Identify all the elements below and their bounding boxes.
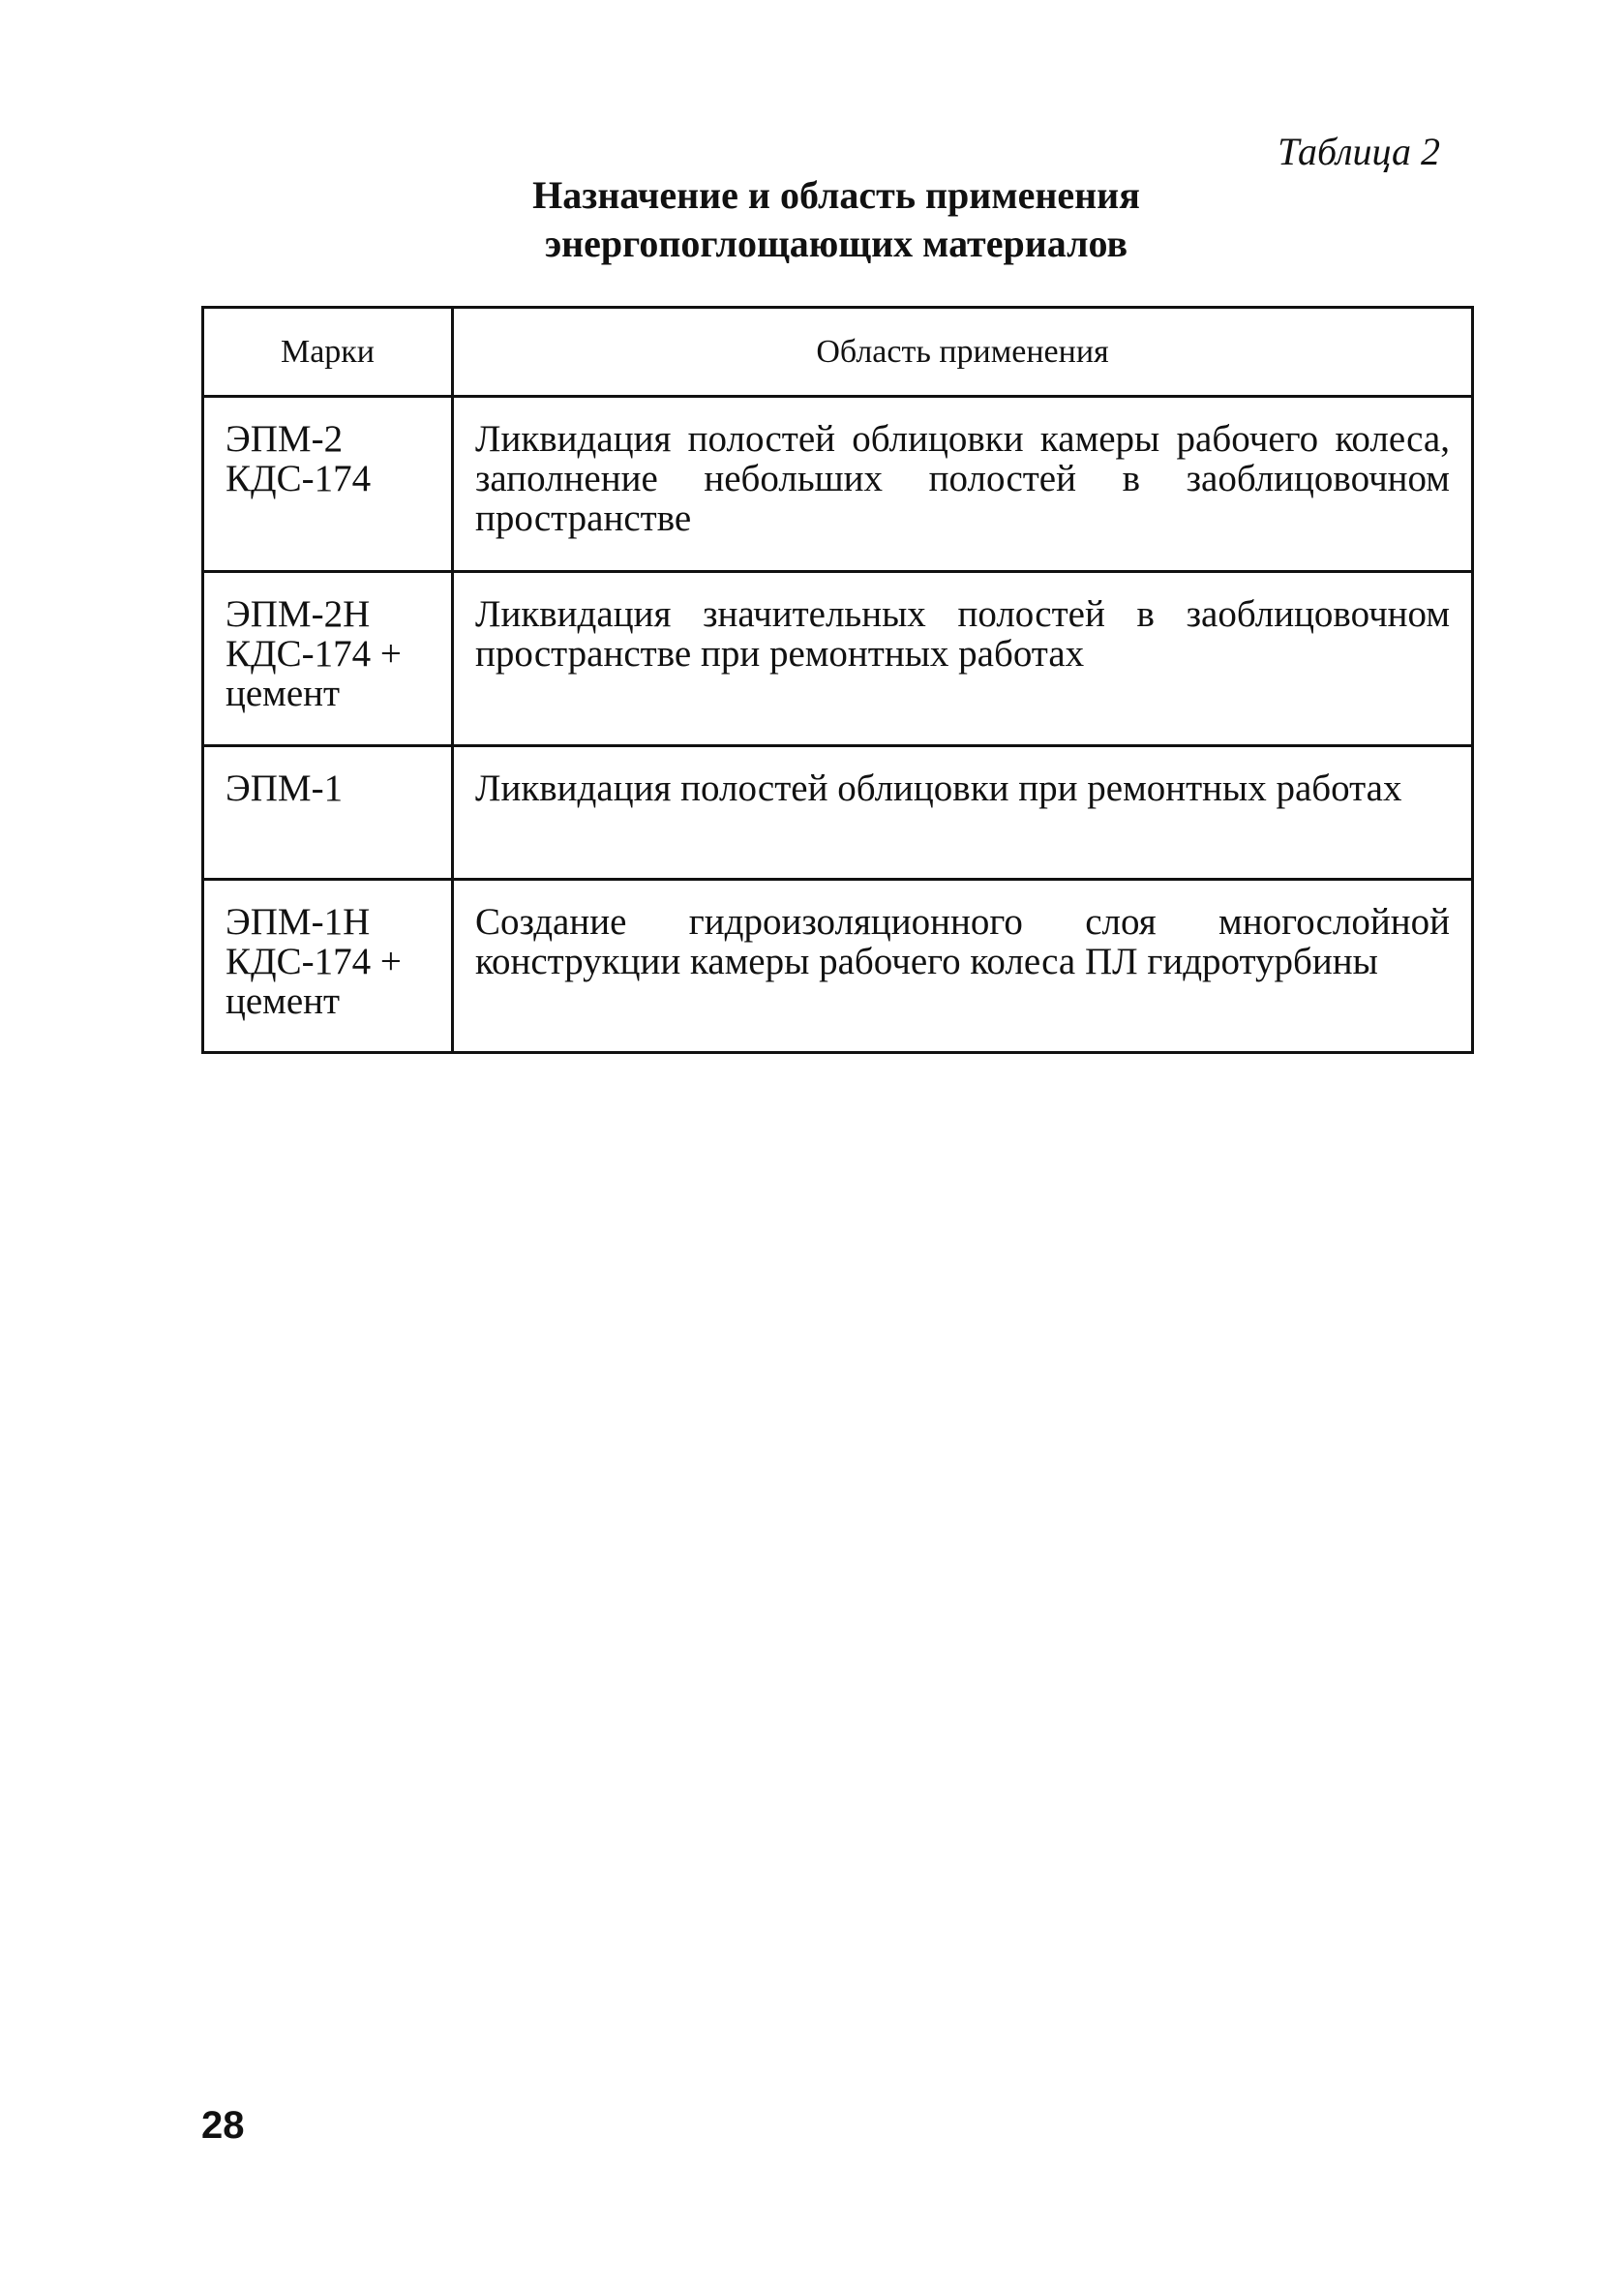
- grade-line: ЭПМ-2Н: [226, 593, 371, 635]
- grade-line: цемент: [226, 980, 341, 1022]
- grade-line: КДС-174: [226, 458, 372, 499]
- column-header-grades: Марки: [203, 308, 453, 397]
- grade-line: цемент: [226, 673, 341, 714]
- grade-cell: [203, 746, 453, 880]
- grade-line: ЭПМ-1: [226, 767, 344, 809]
- grade-line: ЭПМ-1Н: [226, 901, 371, 943]
- application-cell: Ликвидация полостей облицовки камеры рабочего колеса, заполнение небольших полостей в заоблицовочном пространстве: [453, 397, 1473, 572]
- table-title-line: энергопоглощающих материалов: [544, 222, 1128, 265]
- table-header-row: [203, 308, 1473, 397]
- grade-cell: [203, 572, 453, 746]
- grade-line: КДС-174 +: [226, 941, 402, 982]
- page-number: 28: [201, 2104, 245, 2147]
- application-cell: Ликвидация полостей облицовки при ремонтных работах: [453, 746, 1473, 880]
- grade-cell: [203, 880, 453, 1053]
- column-header-application: Область применения: [453, 308, 1473, 397]
- table-label: Таблица 2: [1278, 130, 1440, 173]
- table-title: [201, 171, 1471, 268]
- table-row: [203, 572, 1473, 746]
- grade-line: КДС-174 +: [226, 633, 402, 675]
- grade-cell: [203, 397, 453, 572]
- application-cell: Ликвидация значительных полостей в заоблицовочном пространстве при ремонтных работах: [453, 572, 1473, 746]
- table-row: [203, 397, 1473, 572]
- grade-line: ЭПМ-2: [226, 418, 344, 460]
- table-title-line: Назначение и область применения: [532, 173, 1140, 217]
- table-row: [203, 880, 1473, 1053]
- application-cell: Создание гидроизоляционного слоя многослойной конструкции камеры рабочего колеса ПЛ гидротурбины: [453, 880, 1473, 1053]
- table-row: [203, 746, 1473, 880]
- materials-table: [201, 306, 1474, 1054]
